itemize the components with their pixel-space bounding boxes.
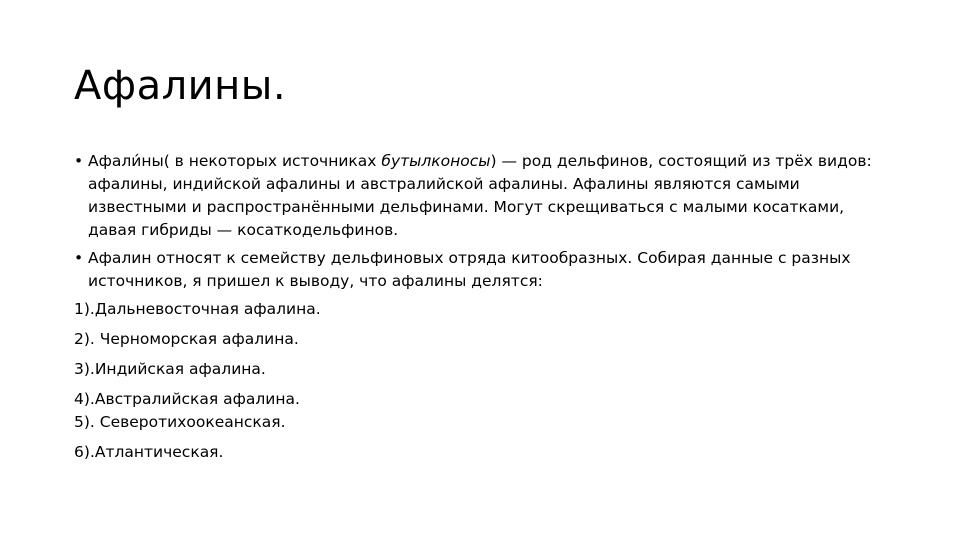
bullet-item: [74, 247, 894, 293]
list-item: 3).Индийская афалина.: [74, 360, 266, 378]
slide-title: Афалины.: [74, 63, 287, 109]
list-item: 6).Атлантическая.: [74, 443, 224, 461]
bullet-text: Афалин относят к семейству дельфиновых отряда китообразных. Собирая данные с разных источников, я пришел к выводу, что афалины делятся:: [88, 249, 851, 290]
list-item: 5). Северотихоокеанская.: [74, 413, 286, 431]
bullet-text: [88, 150, 894, 242]
bullet-icon: •: [74, 152, 84, 170]
bullet-icon: •: [74, 249, 84, 267]
list-item: 4).Австралийская афалина.: [74, 390, 300, 408]
bullet-item: [74, 150, 894, 242]
bullet-text-after: ) — род дельфинов, состоящий из трёх видов: афалины, индийской афалины и австралийской афалины. Афалины являются самыми известными и распространёнными дельфинами. Могут скрещиваться с малыми косатками, давая гибриды — косаткодельфинов.: [88, 152, 872, 239]
slide-content: [74, 150, 894, 471]
bullet-text-before: Афали́ны( в некоторых источниках: [88, 152, 382, 170]
bullet-text-italic: бутылконосы: [381, 152, 491, 170]
list-item: 2). Черноморская афалина.: [74, 330, 299, 348]
list-item: 1).Дальневосточная афалина.: [74, 300, 321, 318]
